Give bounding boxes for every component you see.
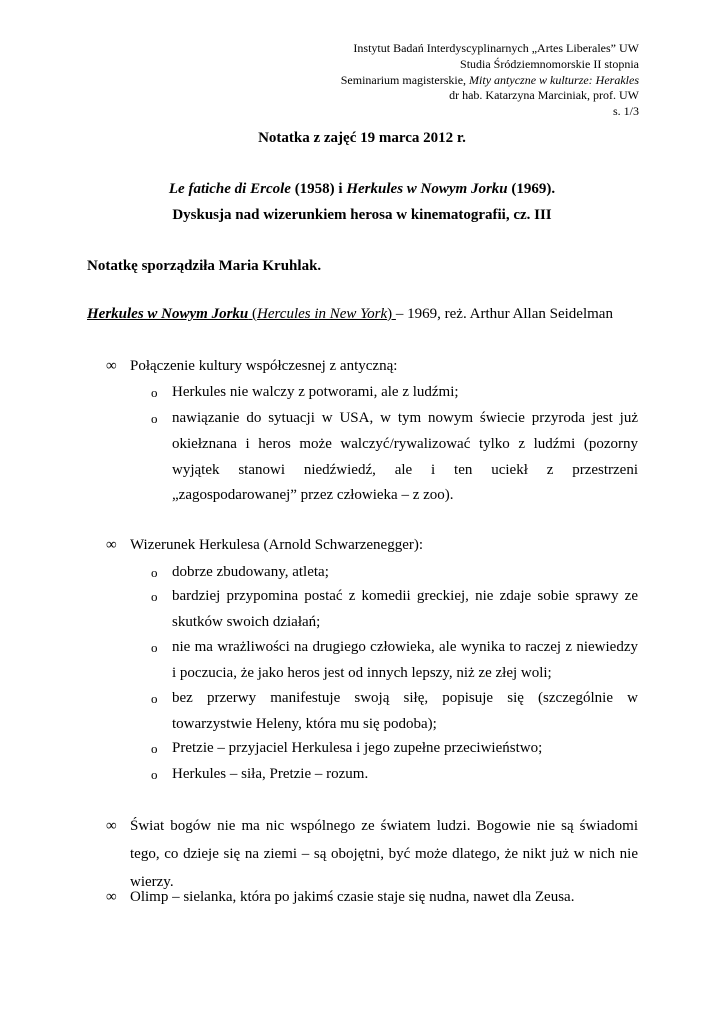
note-author: Notatkę sporządziła Maria Kruhlak.: [87, 258, 322, 274]
list-item-text: bardziej przypomina postać z komedii greckiej, nie zdaje sobie sprawy ze skutków swoich działań;: [172, 588, 638, 630]
subtitle-discussion: Dyskusja nad wizerunkiem herosa w kinematografii, cz. III: [172, 207, 552, 223]
subtitle-film1: Le fatiche di Ercole: [168, 181, 291, 197]
film-title-pl: Herkules w Nowym Jorku: [87, 306, 249, 322]
header-institute: Instytut Badań Interdyscyplinarnych „Artes Liberales” UW: [353, 41, 639, 55]
film-title-en: Hercules in New York: [257, 306, 388, 322]
list-item: [151, 560, 638, 586]
circle-bullet-icon: o: [151, 565, 158, 580]
section-text: Olimp – sielanka, która po jakimś czasie staje się nudna, nawet dla Zeusa.: [130, 889, 575, 905]
film-paren-close: ): [387, 306, 396, 322]
infinity-bullet-icon: ∞: [106, 358, 117, 374]
subtitle-year2: (1969).: [507, 181, 556, 197]
infinity-bullet-icon: ∞: [106, 889, 117, 905]
list-item-text: nie ma wrażliwości na drugiego człowieka, ale wynika to raczej z niewiedzy i poczucia, że jako heros jest od innych lepszy, niż ze złej woli;: [172, 639, 638, 681]
section-text: Połączenie kultury współczesnej z antyczną:: [130, 358, 398, 374]
circle-bullet-icon: o: [151, 589, 158, 604]
subtitle-film2: Herkules w Nowym Jorku: [346, 181, 508, 197]
subtitle-films: [0, 181, 724, 198]
document-header: [341, 41, 639, 120]
circle-bullet-icon: o: [151, 385, 158, 400]
circle-bullet-icon: o: [151, 411, 158, 426]
page-number: s. 1/3: [612, 104, 639, 119]
list-item: [151, 406, 638, 509]
circle-bullet-icon: o: [151, 640, 158, 655]
infinity-bullet-icon: ∞: [106, 818, 117, 834]
header-seminar: [341, 73, 639, 89]
list-item-text: Herkules – siła, Pretzie – rozum.: [172, 766, 369, 782]
section-bullet: [106, 537, 424, 554]
header-program: Studia Śródziemnomorskie II stopnia: [460, 56, 639, 71]
list-item: [151, 635, 638, 687]
header-lecturer: dr hab. Katarzyna Marciniak, prof. UW: [449, 88, 639, 103]
section-text: Świat bogów nie ma nic wspólnego ze światem ludzi. Bogowie nie są świadomi tego, co dzieje się na ziemi – są obojętni, być może dlatego, że nikt już w nich nie wierzy.: [130, 818, 638, 890]
list-item-text: Pretzie – przyjaciel Herkulesa i jego zupełne przeciwieństwo;: [172, 740, 543, 756]
header-seminar-topic: Mity antyczne w kulturze: Herakles: [469, 72, 639, 87]
list-item: [151, 762, 638, 788]
header-seminar-prefix: Seminarium magisterskie,: [340, 72, 470, 87]
circle-bullet-icon: o: [151, 691, 158, 706]
infinity-bullet-icon: ∞: [106, 537, 117, 553]
section-bullet: [106, 889, 575, 906]
list-item: [151, 736, 638, 762]
list-item-text: dobrze zbudowany, atleta;: [172, 564, 329, 580]
section-bullet: [106, 812, 638, 896]
circle-bullet-icon: o: [151, 741, 158, 756]
list-item: [151, 584, 638, 636]
film-details: – 1969, reż. Arthur Allan Seidelman: [395, 306, 613, 322]
subtitle-year1: (1958) i: [290, 181, 347, 197]
list-item-text: Herkules nie walczy z potworami, ale z ludźmi;: [172, 384, 459, 400]
list-item-text: bez przerwy manifestuje swoją siłę, popisuje się (szczególnie w towarzystwie Heleny, która mu się podoba);: [172, 690, 638, 732]
section-bullet: [106, 358, 398, 375]
circle-bullet-icon: o: [151, 767, 158, 782]
section-text: Wizerunek Herkulesa (Arnold Schwarzenegger):: [130, 537, 424, 553]
film-paren-open: (: [248, 306, 258, 322]
list-item: [151, 380, 638, 406]
list-item: [151, 686, 638, 738]
film-heading: [87, 306, 613, 323]
note-title: Notatka z zajęć 19 marca 2012 r.: [258, 130, 466, 146]
list-item-text: nawiązanie do sytuacji w USA, w tym nowym świecie przyroda jest już okiełznana i heros może walczyć/rywalizować tylko z ludźmi (pozorny wyjątek stanowi niedźwiedź, ale i ten uciekł z przestrzeni „zagospodarowanej” przez człowieka – z zoo).: [172, 410, 638, 504]
